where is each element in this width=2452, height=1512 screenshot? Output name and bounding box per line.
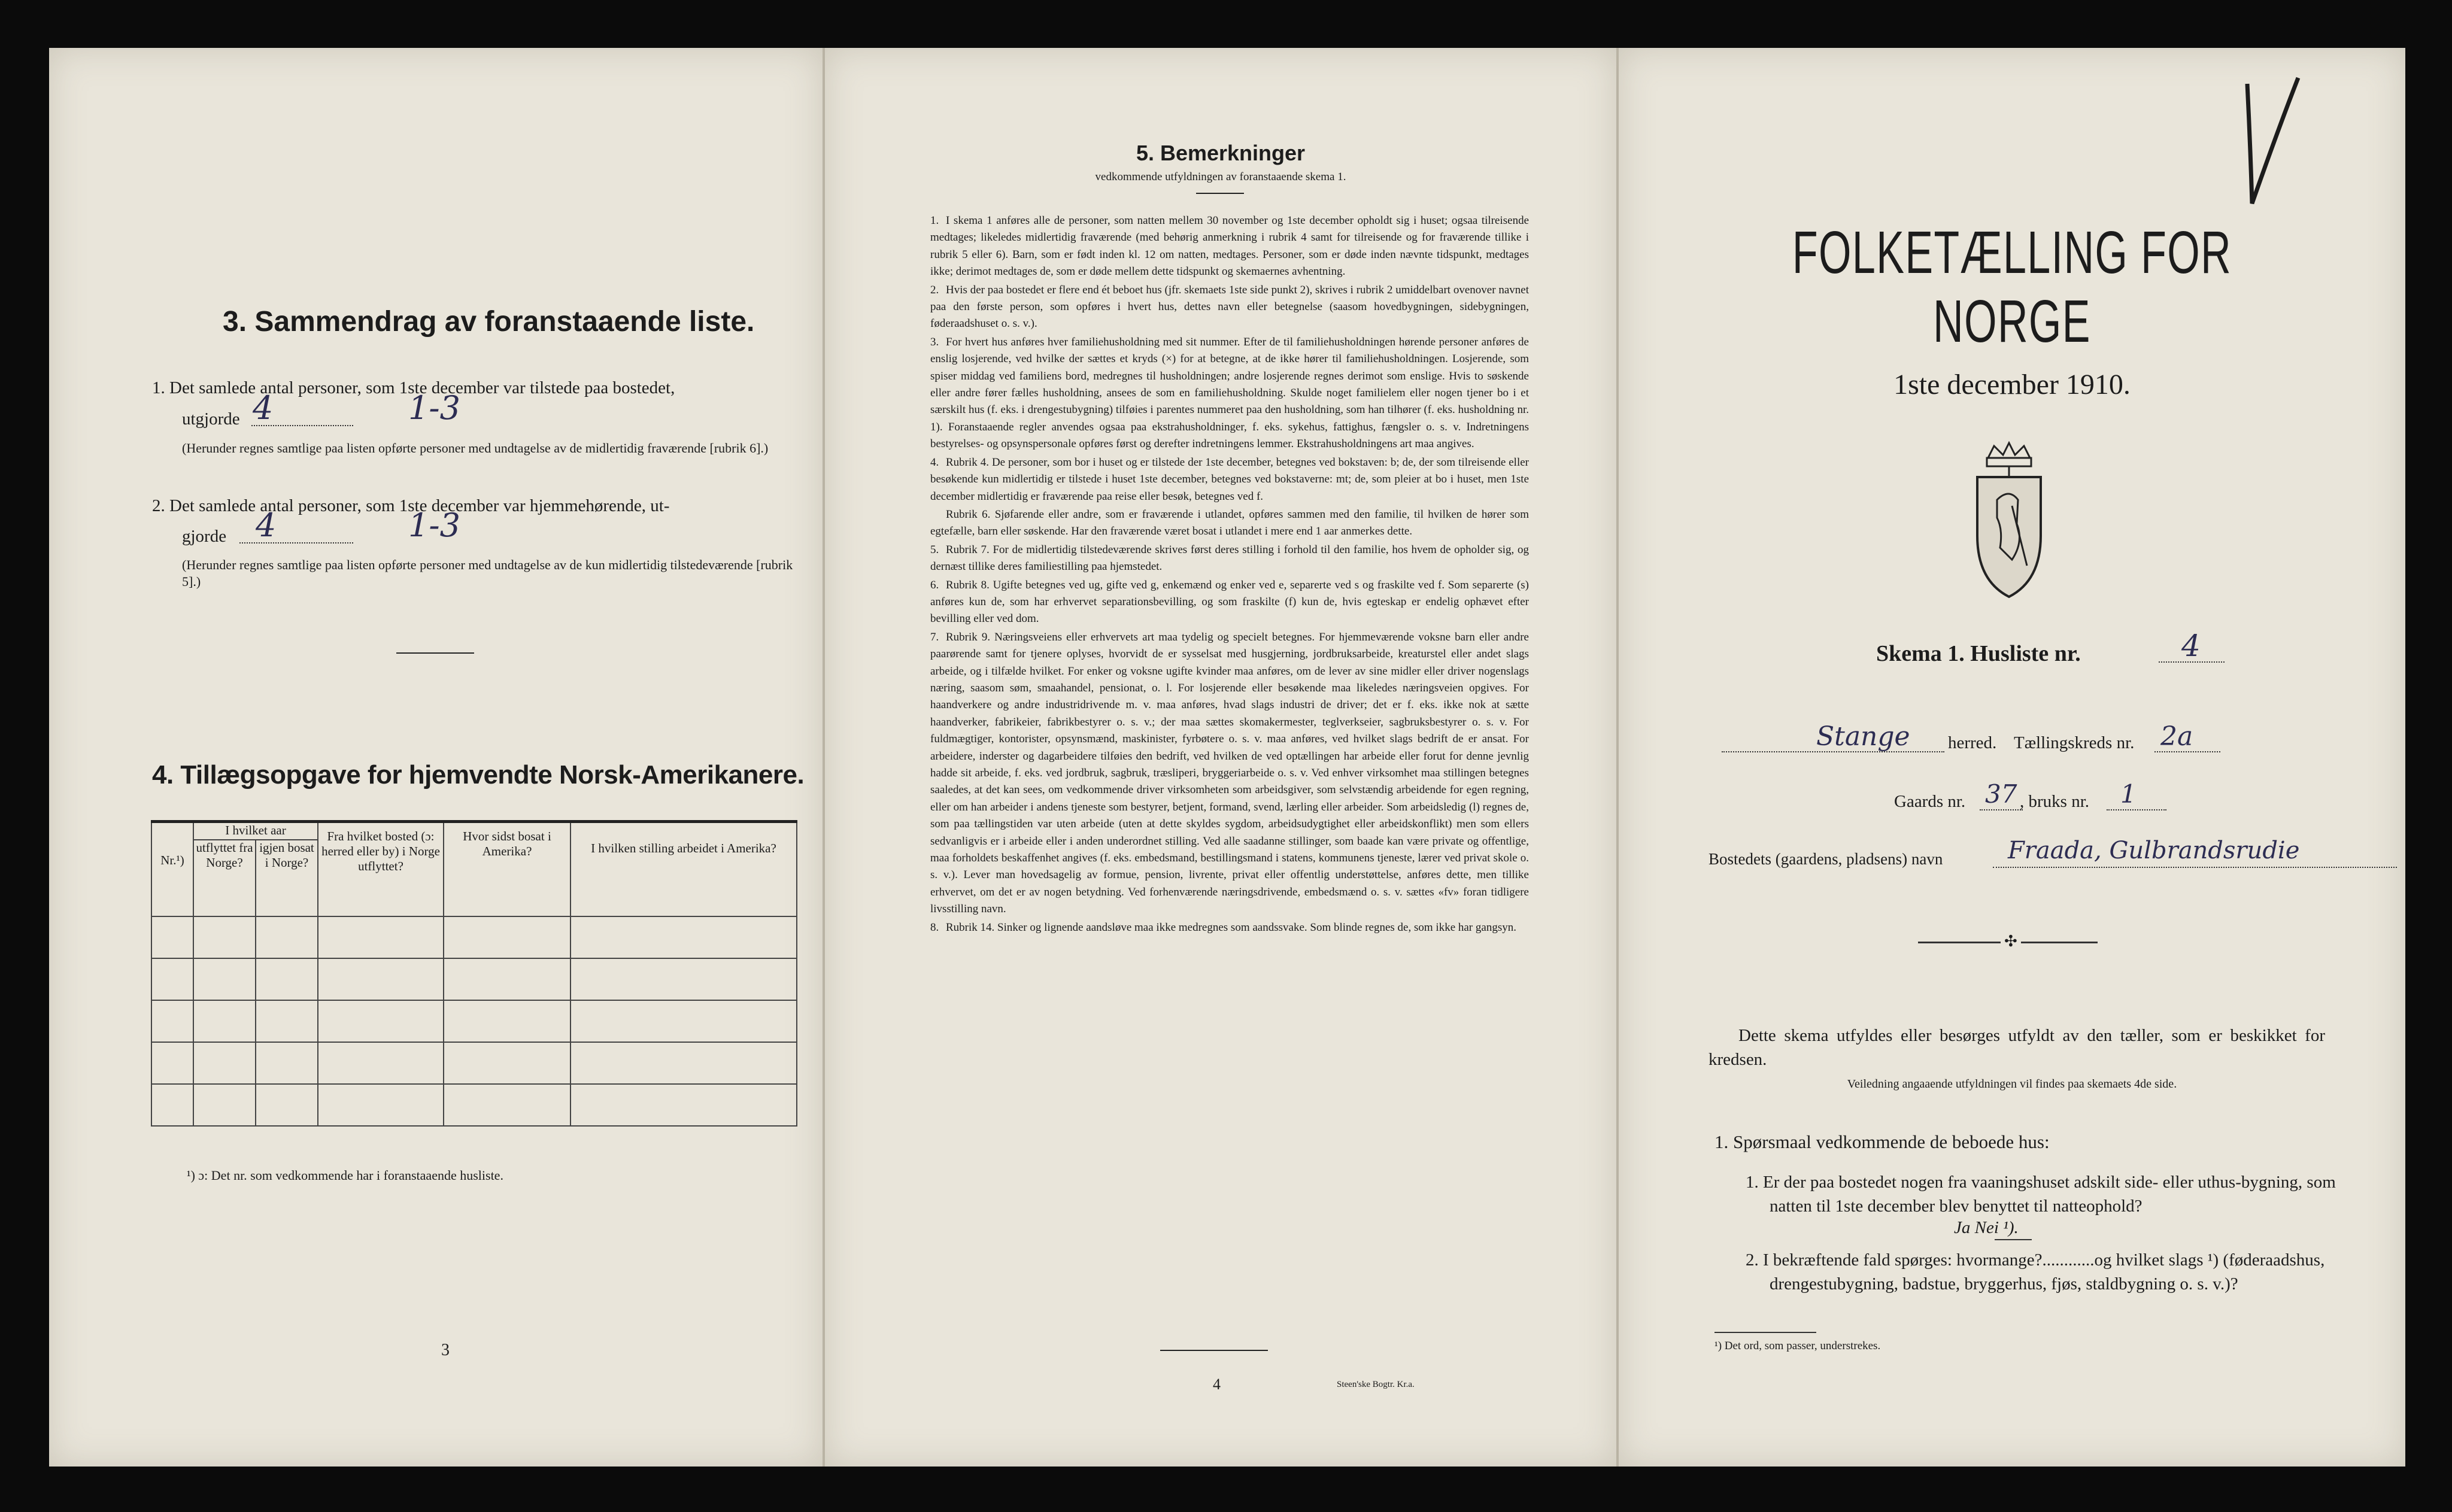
husliste-nr: 4: [2181, 629, 2201, 663]
remark-text: Rubrik 14. Sinker og lignende aandsløve maa ikke medregnes som aandssvake. Som blinde regnes de, som ikke har gangsyn.: [946, 921, 1516, 934]
kreds-value: 2a: [2160, 721, 2193, 752]
remark-item: [930, 919, 1529, 936]
item-1-extra: 1-3: [408, 389, 460, 427]
page-number: 3: [441, 1341, 450, 1359]
item-2-extra: 1-3: [408, 506, 460, 544]
item-1-prefix: utgjorde: [182, 409, 240, 429]
col-igjen: igjen bosat i Norge?: [256, 840, 318, 916]
ornament-icon: ✣: [2001, 933, 2021, 951]
table-row: [151, 1042, 797, 1084]
remark-text: Rubrik 9. Næringsveiens eller erhvervets art maa tydelig og specielt betegnes. For hjemmeværende voksne barn eller andre paarørende samt for tjenere oplyses, hvorvidt de er sysselsat med husgjerning, jordbruksarbeide, kreaturstel eller andet slags arbeide, og i tilfælde hvilket. For enker og voksne ugifte kvinder maa anføres, om de lever av sine midler eller driver nogenslags næring, saasom søm, smaahandel, pensionat, o. l. For losjerende eller besøkende maa likeledes næringsveien opgives. For haandverkere og andre industridrivende m. v. maa anføres, hvad slags industri de driver; det er f. eks. ikke nok at sætte haandverker, fabrikeier, fabrikbestyrer o. s. v.; der maa sættes skomakermester, teglverkseier, sagbruksbestyrer o. s. v. For fuldmægtiger, kontorister, opsynsmænd, maskinister, fyrbøtere o. s. v. maa anføres, ved hvilket slags bedrift de er ansat. For arbeidere, inderster og dagarbeidere tilføies den bedrift, ved hvilken de ved optællingen har arbeide eller forut for denne jevnlig hadde sit arbeide, f. eks. ved jordbruk, sagbruk, træsliperi, bryggeriarbeide o. s. v. Ved enhver virksomhet maa stillingen betegnes saaledes, at det kan sees, om vedkommende driver virksomheten som arbeidsgiver, som selvstændig arbeidende for egen regning, eller om han arbeider i andens tjeneste som bestyrer, betjent, formand, svend, lærling eller arbeider. Som arbeidsledig (l) regnes de, som paa tællingstiden var uten arbeide (uten at dette skyldes sygdom, arbeidsudygtighet eller arbeidskonflikt) men som ellers sedvanligvis er i arbeide eller i anden underordnet stilling. Ved alle saadanne stillinger, som baade kan være private og offentlige, maa forholdets beskaffenhet angives (f. eks. embedsmand, bestillingsmand i statens, kommunens tjeneste, lærer ved privat skole o. s. v.). Lever man hovedsagelig av formue, pension, livrente, privat eller offentlig understøttelse, anføres dette, men tillike erhvervet, om det er av nogen betydning. Ved forhenværende næringsdrivende, embedsmænd o. s. v. sættes «fv» foran tidligere livsstilling navn.: [930, 630, 1529, 916]
remark-number: 3.: [930, 335, 939, 348]
remark-number: 6.: [930, 578, 939, 591]
norsk-amerikanere-table: [151, 820, 797, 1127]
table-row: [151, 1084, 797, 1126]
intro-note: Veiledning angaaende utfyldningen vil findes paa skemaets 4de side.: [1847, 1077, 2177, 1091]
col-group: I hvilket aar: [193, 822, 318, 840]
remark-number: 2.: [930, 283, 939, 296]
check-mark-icon: [2223, 60, 2307, 215]
page-1: [1616, 48, 2405, 1467]
item-1-value: 4: [253, 389, 274, 427]
skema-label: Skema 1. Husliste nr.: [1876, 641, 2081, 666]
herred-value: Stange: [1816, 721, 1910, 752]
col-stilling: I hvilken stilling arbeidet i Amerika?: [570, 822, 797, 916]
gaards-label: Gaards nr.: [1894, 792, 1966, 811]
table-row: [151, 958, 797, 1000]
right-footnote: ¹) Det ord, som passer, understrekes.: [1714, 1340, 1881, 1352]
remark-item: [930, 334, 1529, 453]
remark-text: Rubrik 8. Ugifte betegnes ved ug, gifte ved g, enkemænd og enker ved e, separerte ved s og fraskilte ved f. Som separerte (s) anføres kun de, som har erhvervet separationsbevilling, og som fraskilte (f) kun de, hvis egteskap er endelig ophævet efter bevilling eller ved dom.: [930, 578, 1529, 626]
remark-text: Rubrik 6. Sjøfarende eller andre, som er fraværende i utlandet, opføres sammen med den familie, til hvilken de hører som egtefælle, barn eller søskende. Har den fraværende været bosat i utlandet i mere end 1 aar anmerkes dette.: [930, 508, 1529, 538]
item-2-prefix: gjorde: [182, 527, 227, 546]
answer-underline: [1995, 1239, 2032, 1240]
section-3-title: 3. Sammendrag av foranstaaende liste.: [223, 306, 755, 338]
q1-title: 1. Spørsmaal vedkommende de beboede hus:: [1714, 1131, 2050, 1152]
bruks-value: 1: [2120, 779, 2137, 809]
remarks-title: 5. Bemerkninger: [1136, 141, 1306, 165]
col-nr: Nr.¹): [151, 822, 193, 916]
page-3: [49, 48, 823, 1467]
bruks-label: , bruks nr.: [2020, 792, 2089, 811]
table-footnote: ¹) ɔ: Det nr. som vedkommende har i foranstaaende husliste.: [187, 1168, 503, 1183]
col-bosted: Fra hvilket bosted (ɔ: herred eller by) i Norge utflyttet?: [318, 822, 444, 916]
remark-item: [930, 506, 1529, 541]
remark-item: [930, 629, 1529, 918]
divider: [396, 652, 474, 654]
remark-item: [930, 577, 1529, 628]
remark-number: 4.: [930, 456, 939, 469]
remarks-subtitle: vedkommende utfyldningen av foranstaaende skema 1.: [1095, 171, 1346, 183]
section-4-title: 4. Tillægsopgave for hjemvendte Norsk-Amerikanere.: [152, 760, 805, 790]
remark-number: 7.: [930, 630, 939, 643]
item-2-value: 4: [256, 506, 277, 544]
kreds-label: Tællingskreds nr.: [2014, 733, 2135, 752]
herred-label: herred.: [1948, 733, 1997, 752]
table-row: [151, 916, 797, 958]
col-utflyttet: utflyttet fra Norge?: [193, 840, 256, 916]
remark-text: Hvis der paa bostedet er flere end ét beboet hus (jfr. skemaets 1ste side punkt 2), skrives i rubrik 2 umiddelbart ovenover navnet paa den første person, som opføres i hvert hus, dettes navn eller betegnelse (saasom hovedbygningen, sidebygningen, føderaadshuset o. s. v.).: [930, 283, 1529, 330]
remark-item: [930, 454, 1529, 505]
census-date: 1ste december 1910.: [1893, 369, 2131, 400]
page-4: [823, 48, 1616, 1467]
table-row: [151, 1000, 797, 1042]
q1-1-text: 1. Er der paa bostedet nogen fra vaaningshuset adskilt side- eller uthus-bygning, som natten til 1ste december blev benyttet til natteophold?: [1746, 1173, 2336, 1216]
remark-text: Rubrik 7. For de midlertidig tilstedeværende skrives først deres stilling i forhold til den familie, hos hvem de opholder sig, og dernæst tillike deres familiestilling paa hjemstedet.: [930, 543, 1529, 573]
remark-item: [930, 542, 1529, 576]
remark-number: 8.: [930, 921, 939, 934]
item-2-note: (Herunder regnes samtlige paa listen opførte personer med undtagelse av de kun midlertidig tilstedeværende [rubrik 5].): [182, 557, 793, 589]
item-1-note: (Herunder regnes samtlige paa listen opførte personer med undtagelse av de midlertidig fraværende [rubrik 6].): [182, 441, 769, 456]
remark-number: 1.: [930, 214, 939, 227]
remark-item: [930, 282, 1529, 333]
q1-1-answer: Ja Nei ¹).: [1954, 1218, 2019, 1237]
remark-item: [930, 212, 1529, 281]
page-number: 4: [1213, 1376, 1221, 1393]
printer-mark: Steen'ske Bogtr. Kr.a.: [1337, 1380, 1415, 1389]
gaards-value: 37: [1985, 779, 2017, 809]
col-amerika-bosat: Hvor sidst bosat i Amerika?: [444, 822, 570, 916]
remark-text: For hvert hus anføres hver familiehusholdning med sit nummer. Efter de til familiehusholdningen hørende personer anføres de enslig losjerende, ved hvilke der sættes et kryds (×) for at betegne, at de ikke hører til familiehusholdningen. Losjerende, som spiser middag ved familiens bord, medregnes til husholdningen; andre losjerende regnes derimot som enslige. Hvis to søskende eller andre fører fælles husholdning, ansees de som en familiehusholdning. Skulde noget familielem eller nogen tjener bo i et særskilt hus (f. eks. i drengestubygning) tilføies i parentes nummeret paa den husholdning, som han tilhører (f. eks. husholdning nr. 1). Foranstaaende regler anvendes ogsaa paa ekstrahusholdninger, f. eks. sykehus, fattighus, fængsler o. s. v. Indretningens bestyrelses- og opsynspersonale opføres først og derefter indretningens lemmer. Ekstrahusholdningens art maa angives.: [930, 335, 1529, 451]
census-title: FOLKETÆLLING FOR NORGE: [1792, 219, 2232, 355]
coat-of-arms-icon: [1970, 440, 2048, 602]
remarks-list: [930, 212, 1529, 937]
item-2-text: 2. Det samlede antal personer, som 1ste december var hjemmehørende, ut-: [152, 496, 670, 515]
item-1-text: 1. Det samlede antal personer, som 1ste december var tilstede paa bostedet,: [152, 378, 675, 397]
bosted-label: Bostedets (gaardens, pladsens) navn: [1708, 850, 1943, 868]
remark-text: I skema 1 anføres alle de personer, som natten mellem 30 november og 1ste december opholdt sig i huset; ogsaa tilreisende medtages; likeledes midlertidig fraværende (med behørig anmerkning i rubrik 4 samt for tilreisende og for fraværende tillike i rubrik 5 eller 6). Barn, som er født inden kl. 12 om natten, medtages. Personer, som er døde inden nævnte tidspunkt, medtages ikke; derimot medtages de, som er døde mellem dette tidspunkt og skemaernes avhentning.: [930, 214, 1529, 278]
bosted-value: Fraada, Gulbrandsrudie: [2008, 837, 2300, 864]
remark-number: 5.: [930, 543, 939, 556]
intro-text: Dette skema utfyldes eller besørges utfyldt av den tæller, som er beskikket for kredsen.: [1708, 1026, 2325, 1069]
remark-text: Rubrik 4. De personer, som bor i huset og er tilstede der 1ste december, betegnes ved bokstaven: b; de, der som tilreisende eller besøkende kun midlertidig er tilstede i huset 1ste december, betegnes ved bokstaverne: mt; de, som pleier at bo i huset, men 1ste december midlertidig er fraværende paa reise eller besøk, betegnes ved f.: [930, 456, 1529, 503]
q1-2-text: 2. I bekræftende fald spørges: hvormange?............og hvilket slags ¹) (føderaadshus, drengestubygning, badstue, bryggerhus, fjøs, staldbygning o. s. v.)?: [1746, 1250, 2325, 1294]
